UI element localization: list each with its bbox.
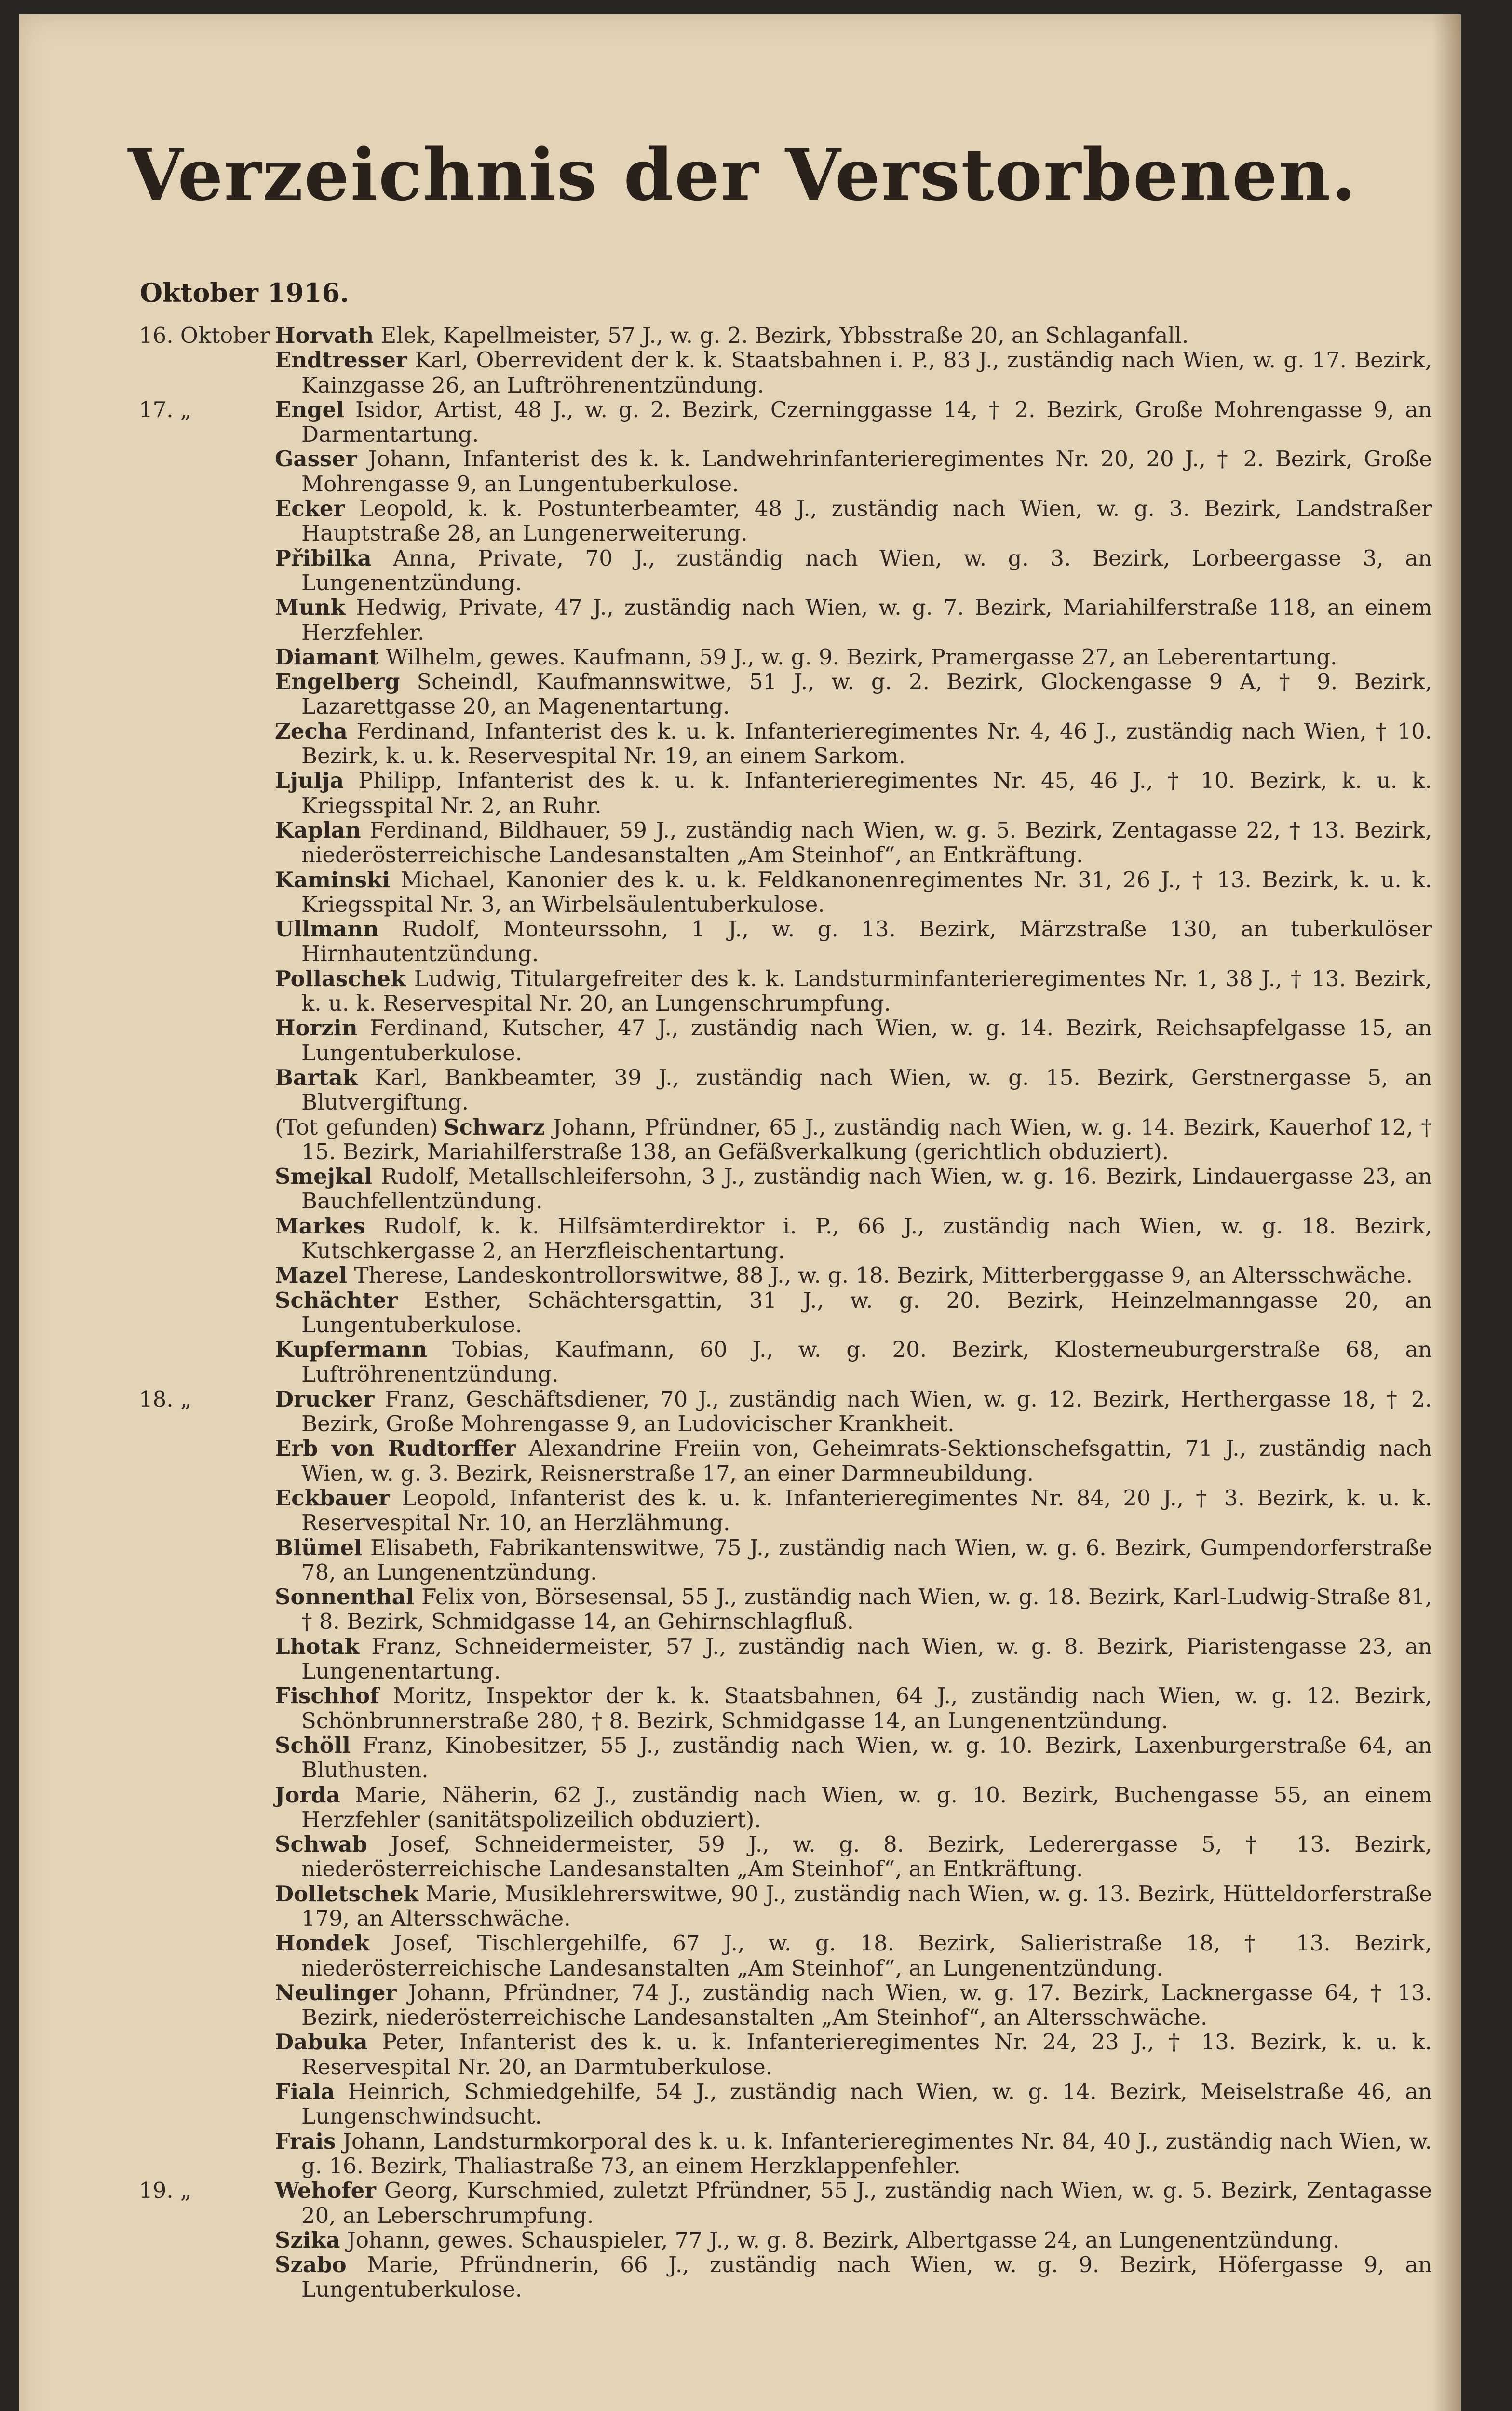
register-entry xyxy=(19,1115,1461,1165)
entry-surname: Szika xyxy=(275,2227,340,2253)
entry-details: Marie, Musiklehrerswitwe, 90 J., zuständig nach Wien, w. g. 13. Bezirk, Hütteldorferstraße 179, an Altersschwäche. xyxy=(301,1881,1432,1931)
entry-text xyxy=(275,447,1432,496)
register-entry xyxy=(19,1733,1461,1783)
entry-text xyxy=(275,2129,1432,2179)
entry-details: Leopold, Infanterist des k. u. k. Infanterieregimentes Nr. 84, 20 J., † 3. Bezirk, k. u. k. Reservespital Nr. 10, an Herzlähmung. xyxy=(301,1485,1432,1536)
entry-text xyxy=(275,669,1432,719)
register-entry xyxy=(19,917,1461,966)
entry-text xyxy=(275,1882,1432,1931)
entry-details: Therese, Landeskontrollorswitwe, 88 J., w. g. 18. Bezirk, Mitterberggasse 9, an Altersschwäche. xyxy=(354,1262,1413,1288)
entry-surname: Jorda xyxy=(275,1782,340,1808)
register-entry xyxy=(19,966,1461,1016)
register-entry xyxy=(19,818,1461,867)
entry-details: Hedwig, Private, 47 J., zuständig nach Wien, w. g. 7. Bezirk, Mariahilferstraße 118, an einem Herzfehler. xyxy=(301,595,1432,645)
entry-surname: Ljulja xyxy=(275,768,344,794)
entry-surname: Hondek xyxy=(275,1930,370,1956)
entry-text xyxy=(275,1337,1432,1387)
entry-text xyxy=(275,1065,1432,1115)
entry-surname: Kupfermann xyxy=(275,1337,428,1363)
entry-text xyxy=(275,818,1432,867)
entry-surname: Mazel xyxy=(275,1262,348,1288)
entry-surname: Engelberg xyxy=(275,669,400,695)
entry-surname: Fiala xyxy=(275,2079,335,2105)
register-entry xyxy=(19,645,1461,669)
register-entry xyxy=(19,1436,1461,1486)
entry-surname: Frais xyxy=(275,2128,336,2154)
entry-details: Johann, Landsturmkorporal des k. u. k. Infanterieregimentes Nr. 84, 40 J., zuständig nach Wien, w. g. 16. Bezirk, Thaliastraße 73, an einem Herzklappenfehler. xyxy=(301,2128,1432,2179)
register-entry xyxy=(19,2252,1461,2302)
entry-surname: Ullmann xyxy=(275,916,379,942)
entry-text xyxy=(275,966,1432,1016)
register-entry xyxy=(19,1214,1461,1263)
entry-surname: Drucker xyxy=(275,1386,375,1412)
entry-text xyxy=(275,1535,1432,1585)
entry-details: Tobias, Kaufmann, 60 J., w. g. 20. Bezirk, Klosterneuburgerstraße 68, an Luftröhrenentzündung. xyxy=(301,1337,1432,1387)
register-entry xyxy=(19,595,1461,645)
entry-surname: Eckbauer xyxy=(275,1485,390,1511)
entry-details: Ludwig, Titulargefreiter des k. k. Landsturminfanterieregimentes Nr. 1, 38 J., † 13. Bezirk, k. u. k. Reservespital Nr. 20, an Lungenschrumpfung. xyxy=(301,965,1432,1016)
entry-surname: Lhotak xyxy=(275,1633,360,1659)
entry-text xyxy=(275,1683,1432,1733)
register-entry xyxy=(19,1783,1461,1832)
entry-surname: Kaplan xyxy=(275,817,361,843)
entry-text xyxy=(275,1214,1432,1263)
entry-text xyxy=(275,1783,1432,1832)
entry-surname: Pollaschek xyxy=(275,965,406,991)
register-entry xyxy=(19,348,1461,397)
entry-surname: Kaminski xyxy=(275,867,391,893)
entry-text xyxy=(275,1733,1432,1783)
entry-details: Alexandrine Freiin von, Geheimrats-Sektionschefsgattin, 71 J., zuständig nach Wien, w. g. 3. Bezirk, Reisnerstraße 17, an einer Darmneubildung. xyxy=(301,1436,1432,1486)
entry-text xyxy=(275,917,1432,966)
entry-text xyxy=(275,546,1432,596)
entry-surname: Gasser xyxy=(275,446,357,472)
entry-text xyxy=(275,1016,1432,1065)
entry-surname: Zecha xyxy=(275,718,348,744)
register-entry xyxy=(19,768,1461,818)
entry-surname: Sonnenthal xyxy=(275,1584,415,1610)
entry-details: Esther, Schächtersgattin, 31 J., w. g. 20. Bezirk, Heinzelmanngasse 20, an Lungentuberkulose. xyxy=(301,1287,1432,1338)
entry-details: Johann, Pfründner, 74 J., zuständig nach Wien, w. g. 17. Bezirk, Lacknergasse 64, † 13. Bezirk, niederösterreichische Landesanstalten „Am Steinhof“, an Altersschwäche. xyxy=(301,1979,1432,2031)
entry-details: Josef, Schneidermeister, 59 J., w. g. 8. Bezirk, Lederergasse 5, † 13. Bezirk, niederösterreichische Landesanstalten „Am Steinhof“, an Entkräftung. xyxy=(301,1831,1432,1882)
entry-surname: Endtresser xyxy=(275,347,407,373)
register-entry xyxy=(19,1931,1461,1980)
entry-surname: Bartak xyxy=(275,1064,358,1090)
entry-details: Felix von, Börsesensal, 55 J., zuständig nach Wien, w. g. 18. Bezirk, Karl-Ludwig-Straße 81, † 8. Bezirk, Schmidgasse 14, an Gehirnschlagfluß. xyxy=(301,1584,1432,1635)
month-heading: Oktober 1916. xyxy=(140,277,349,308)
entry-details: Ferdinand, Bildhauer, 59 J., zuständig nach Wien, w. g. 5. Bezirk, Zentagasse 22, † 13. Bezirk, niederösterreichische Landesanstalten „Am Steinhof“, an Entkräftung. xyxy=(301,817,1432,868)
entry-details: Leopold, k. k. Postunterbeamter, 48 J., zuständig nach Wien, w. g. 3. Bezirk, Landstraßer Hauptstraße 28, an Lungenerweiterung. xyxy=(301,496,1432,546)
entry-text xyxy=(275,768,1432,818)
entry-text xyxy=(275,1288,1432,1338)
register-entry xyxy=(19,1980,1461,2030)
entry-details: Wilhelm, gewes. Kaufmann, 59 J., w. g. 9. Bezirk, Pramergasse 27, an Leberentartung. xyxy=(385,644,1337,670)
entry-text xyxy=(275,1980,1432,2030)
register-entry xyxy=(19,719,1461,769)
entry-date: 19. „ xyxy=(139,2178,192,2204)
entry-text xyxy=(275,2228,1432,2252)
entry-details: Philipp, Infanterist des k. u. k. Infanterieregimentes Nr. 45, 46 J., † 10. Bezirk, k. u. k. Kriegsspital Nr. 2, an Ruhr. xyxy=(301,768,1432,818)
entry-details: Marie, Pfründnerin, 66 J., zuständig nach Wien, w. g. 9. Bezirk, Höfergasse 9, an Lungentuberkulose. xyxy=(301,2252,1432,2303)
register-entry xyxy=(19,397,1461,447)
register-entry xyxy=(19,669,1461,719)
entry-details: Ferdinand, Kutscher, 47 J., zuständig nach Wien, w. g. 14. Bezirk, Reichsapfelgasse 15, an Lungentuberkulose. xyxy=(301,1015,1432,1066)
entry-text xyxy=(275,2030,1432,2079)
register-entry xyxy=(19,1288,1461,1338)
entry-surname: Wehofer xyxy=(275,2178,376,2204)
entry-details: Franz, Geschäftsdiener, 70 J., zuständig nach Wien, w. g. 12. Bezirk, Herthergasse 18, † 2. Bezirk, Große Mohrengasse 9, an Ludovicischer Krankheit. xyxy=(301,1386,1432,1437)
register-entry xyxy=(19,1337,1461,1387)
register-entry xyxy=(19,1065,1461,1115)
register-entry xyxy=(19,2079,1461,2129)
register-entry xyxy=(19,496,1461,546)
death-register-list xyxy=(19,323,1461,2302)
entry-text xyxy=(275,595,1432,645)
register-entry xyxy=(19,1882,1461,1931)
entry-text xyxy=(275,1164,1432,1214)
entry-surname: Dabuka xyxy=(275,2029,368,2055)
register-entry xyxy=(19,1634,1461,1684)
register-entry xyxy=(19,2129,1461,2179)
entry-surname: Horzin xyxy=(275,1015,358,1041)
register-entry xyxy=(19,447,1461,496)
entry-details: Johann, Infanterist des k. k. Landwehrinfanterieregimentes Nr. 20, 20 J., † 2. Bezirk, Große Mohrengasse 9, an Lungentuberkulose. xyxy=(301,446,1432,497)
entry-details: Karl, Oberrevident der k. k. Staatsbahnen i. P., 83 J., zuständig nach Wien, w. g. 17. Bezirk, Kainzgasse 26, an Luftröhrenentzündung. xyxy=(301,347,1432,398)
entry-surname: Fischhof xyxy=(275,1683,379,1709)
entry-text xyxy=(275,1115,1432,1165)
entry-text xyxy=(275,1634,1432,1684)
register-entry xyxy=(19,1585,1461,1634)
entry-details: Karl, Bankbeamter, 39 J., zuständig nach Wien, w. g. 15. Bezirk, Gerstnergasse 5, an Blutvergiftung. xyxy=(301,1064,1432,1115)
entry-surname: Neulinger xyxy=(275,1979,397,2005)
register-entry xyxy=(19,1263,1461,1287)
entry-date: 16. Oktober xyxy=(139,323,270,348)
entry-text xyxy=(275,645,1432,669)
entry-details: Moritz, Inspektor der k. k. Staatsbahnen, 64 J., zuständig nach Wien, w. g. 12. Bezirk, Schönbrunnerstraße 280, † 8. Bezirk, Schmidgasse 14, an Lungenentzündung. xyxy=(301,1683,1432,1734)
entry-details: Heinrich, Schmiedgehilfe, 54 J., zuständig nach Wien, w. g. 14. Bezirk, Meiselstraße 46, an Lungenschwindsucht. xyxy=(301,2079,1432,2129)
entry-details: Josef, Tischlergehilfe, 67 J., w. g. 18. Bezirk, Salieristraße 18, † 13. Bezirk, niederösterreichische Landesanstalten „Am Steinhof“, an Lungenentzündung. xyxy=(301,1930,1432,1981)
entry-details: Johann, gewes. Schauspieler, 77 J., w. g. 8. Bezirk, Albertgasse 24, an Lungenentzündung. xyxy=(347,2227,1340,2253)
entry-text xyxy=(275,867,1432,917)
entry-details: Peter, Infanterist des k. u. k. Infanterieregimentes Nr. 24, 23 J., † 13. Bezirk, k. u. k. Reservespital Nr. 20, an Darmtuberkulose. xyxy=(301,2029,1432,2080)
entry-surname: Schwarz xyxy=(444,1114,545,1140)
register-entry xyxy=(19,2228,1461,2252)
entry-surname: Horvath xyxy=(275,323,374,348)
entry-text xyxy=(275,1486,1432,1535)
entry-details: Isidor, Artist, 48 J., w. g. 2. Bezirk, Czerninggasse 14, † 2. Bezirk, Große Mohrengasse 9, an Darmentartung. xyxy=(301,396,1432,447)
entry-surname: Erb von Rudtorffer xyxy=(275,1436,516,1462)
entry-details: Franz, Schneidermeister, 57 J., zuständig nach Wien, w. g. 8. Bezirk, Piaristengasse 23, an Lungenentartung. xyxy=(301,1633,1432,1684)
entry-surname: Schwab xyxy=(275,1831,367,1857)
entry-text xyxy=(275,323,1432,348)
entry-details: Marie, Näherin, 62 J., zuständig nach Wien, w. g. 10. Bezirk, Buchengasse 55, an einem Herzfehler (sanitätspolizeilich obduziert). xyxy=(301,1782,1432,1832)
entry-details: Scheindl, Kaufmannswitwe, 51 J., w. g. 2. Bezirk, Glockengasse 9 A, † 9. Bezirk, Lazarettgasse 20, an Magenentartung. xyxy=(301,669,1432,719)
entry-text xyxy=(275,397,1432,447)
entry-surname: Dolletschek xyxy=(275,1881,418,1907)
register-entry xyxy=(19,1832,1461,1882)
page-title: Verzeichnis der Verstorbenen. xyxy=(128,133,1357,217)
entry-surname: Schächter xyxy=(275,1287,398,1313)
entry-details: Anna, Private, 70 J., zuständig nach Wien, w. g. 3. Bezirk, Lorbeergasse 3, an Lungenentzündung. xyxy=(301,545,1432,596)
entry-surname: Munk xyxy=(275,595,346,621)
register-entry xyxy=(19,1016,1461,1065)
entry-details: Georg, Kurschmied, zuletzt Pfründner, 55 J., zuständig nach Wien, w. g. 5. Bezirk, Zentagasse 20, an Leberschrumpfung. xyxy=(301,2178,1432,2228)
entry-details: Rudolf, Monteurssohn, 1 J., w. g. 13. Bezirk, Märzstraße 130, an tuberkulöser Hirnhautentzündung. xyxy=(301,916,1432,967)
entry-details: Rudolf, Metallschleifersohn, 3 J., zuständig nach Wien, w. g. 16. Bezirk, Lindauergasse 23, an Bauchfellentzündung. xyxy=(301,1164,1432,1214)
entry-details: Johann, Pfründner, 65 J., zuständig nach Wien, w. g. 14. Bezirk, Kauerhof 12, † 15. Bezirk, Mariahilferstraße 138, an Gefäßverkalkung (gerichtlich obduziert). xyxy=(301,1114,1432,1165)
entry-text xyxy=(275,1931,1432,1980)
entry-surname: Smejkal xyxy=(275,1164,373,1190)
register-entry xyxy=(19,1486,1461,1535)
entry-text xyxy=(275,1263,1432,1287)
entry-surname: Schöll xyxy=(275,1732,351,1758)
register-entry xyxy=(19,1387,1461,1436)
entry-surname: Szabo xyxy=(275,2252,347,2278)
entry-note: (Tot gefunden) xyxy=(275,1114,438,1140)
entry-date: 17. „ xyxy=(139,396,192,422)
entry-text xyxy=(275,1832,1432,1882)
page xyxy=(19,14,1461,2411)
register-entry xyxy=(19,2178,1461,2228)
entry-text xyxy=(275,2178,1432,2228)
entry-details: Elek, Kapellmeister, 57 J., w. g. 2. Bezirk, Ybbsstraße 20, an Schlaganfall. xyxy=(380,323,1189,348)
entry-surname: Ecker xyxy=(275,496,345,522)
entry-text xyxy=(275,496,1432,546)
entry-details: Franz, Kinobesitzer, 55 J., zuständig nach Wien, w. g. 10. Bezirk, Laxenburgerstraße 64, an Bluthusten. xyxy=(301,1732,1432,1783)
entry-text xyxy=(275,2079,1432,2129)
entry-surname: Blümel xyxy=(275,1534,363,1560)
entry-surname: Markes xyxy=(275,1213,365,1239)
register-entry xyxy=(19,867,1461,917)
register-entry xyxy=(19,1164,1461,1214)
register-entry xyxy=(19,323,1461,348)
entry-text xyxy=(275,2252,1432,2302)
register-entry xyxy=(19,546,1461,596)
entry-details: Ferdinand, Infanterist des k. u. k. Infanterieregimentes Nr. 4, 46 J., zuständig nach Wien, † 10. Bezirk, k. u. k. Reservespital Nr. 19, an einem Sarkom. xyxy=(301,718,1432,769)
register-entry xyxy=(19,2030,1461,2079)
register-entry xyxy=(19,1683,1461,1733)
entry-text xyxy=(275,1436,1432,1486)
entry-text xyxy=(275,1585,1432,1634)
entry-date: 18. „ xyxy=(139,1386,192,1412)
entry-surname: Engel xyxy=(275,396,345,422)
entry-details: Rudolf, k. k. Hilfsämterdirektor i. P., 66 J., zuständig nach Wien, w. g. 18. Bezirk, Kutschkergasse 2, an Herzfleischentartung. xyxy=(301,1213,1432,1263)
entry-details: Michael, Kanonier des k. u. k. Feldkanonenregimentes Nr. 31, 26 J., † 13. Bezirk, k. u. k. Kriegsspital Nr. 3, an Wirbelsäulentuberkulose. xyxy=(301,867,1432,917)
entry-text xyxy=(275,719,1432,769)
entry-surname: Diamant xyxy=(275,644,379,670)
entry-details: Elisabeth, Fabrikantenswitwe, 75 J., zuständig nach Wien, w. g. 6. Bezirk, Gumpendorferstraße 78, an Lungenentzündung. xyxy=(301,1534,1432,1585)
entry-text xyxy=(275,348,1432,397)
register-entry xyxy=(19,1535,1461,1585)
entry-text xyxy=(275,1387,1432,1436)
entry-surname: Přibilka xyxy=(275,545,372,571)
